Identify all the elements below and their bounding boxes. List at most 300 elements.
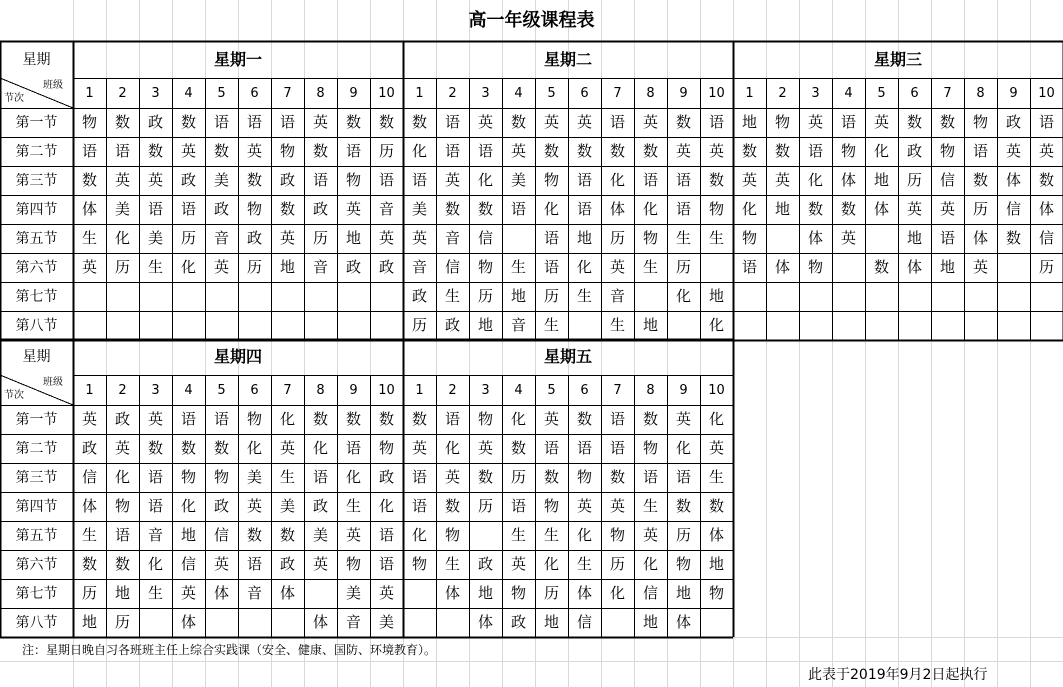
subject-cell [238, 311, 271, 340]
subject-cell: 化 [642, 200, 658, 218]
subject-cell [964, 282, 997, 311]
subject-cell: 语 [510, 497, 526, 515]
subject-cell [370, 311, 403, 340]
subject-cell: 语 [180, 410, 196, 428]
subject-cell: 语 [741, 258, 757, 276]
subject-cell: 英 [147, 410, 163, 428]
subject-cell: 数 [543, 468, 559, 486]
subject-cell [139, 608, 172, 637]
subject-cell [73, 311, 106, 340]
subject-cell: 化 [411, 526, 427, 544]
subject-cell: 历 [609, 555, 625, 573]
subject-cell: 化 [444, 439, 460, 457]
subject-cell: 英 [642, 526, 658, 544]
subject-cell: 数 [114, 113, 130, 131]
subject-cell: 数 [213, 439, 229, 457]
subject-cell: 物 [708, 200, 724, 218]
subject-cell: 语 [675, 200, 691, 218]
subject-cell: 生 [510, 526, 526, 544]
subject-cell: 政 [345, 258, 361, 276]
subject-cell: 数 [609, 468, 625, 486]
subject-cell: 英 [180, 142, 196, 160]
subject-cell: 化 [378, 497, 394, 515]
subject-cell: 数 [1005, 229, 1021, 247]
subject-cell: 物 [675, 555, 691, 573]
subject-cell: 英 [411, 229, 427, 247]
subject-cell: 体 [906, 258, 922, 276]
subject-cell: 英 [675, 142, 691, 160]
subject-cell: 生 [543, 316, 559, 334]
subject-cell [898, 282, 931, 311]
subject-cell: 政 [1005, 113, 1021, 131]
subject-cell: 语 [1038, 113, 1054, 131]
subject-cell [766, 311, 799, 340]
subject-cell: 历 [114, 258, 130, 276]
subject-cell [73, 282, 106, 311]
subject-cell [799, 282, 832, 311]
subject-cell: 英 [576, 113, 592, 131]
subject-cell: 化 [477, 171, 493, 189]
subject-cell: 英 [1038, 142, 1054, 160]
subject-cell: 体 [840, 171, 856, 189]
subject-cell: 语 [312, 171, 328, 189]
subject-cell: 化 [576, 526, 592, 544]
subject-cell: 生 [543, 526, 559, 544]
subject-cell [865, 311, 898, 340]
period-label: 第二节 [15, 143, 58, 160]
subject-cell: 英 [312, 113, 328, 131]
subject-cell: 化 [873, 142, 889, 160]
subject-cell: 体 [81, 200, 97, 218]
subject-cell: 数 [147, 439, 163, 457]
subject-cell: 语 [180, 200, 196, 218]
subject-cell: 英 [114, 171, 130, 189]
subject-cell: 体 [873, 200, 889, 218]
subject-cell: 政 [114, 410, 130, 428]
period-label: 第八节 [15, 317, 58, 334]
subject-cell: 化 [708, 316, 724, 334]
subject-cell [304, 282, 337, 311]
day-header: 星期二 [543, 49, 592, 69]
subject-cell: 英 [411, 439, 427, 457]
subject-cell: 英 [906, 200, 922, 218]
subject-cell: 音 [312, 258, 328, 276]
subject-cell: 地 [741, 113, 757, 131]
class-number: 8 [646, 382, 655, 398]
subject-cell: 生 [345, 497, 361, 515]
subject-cell: 体 [675, 613, 691, 631]
subject-cell: 语 [807, 142, 823, 160]
class-number: 4 [514, 382, 523, 398]
subject-cell: 英 [807, 113, 823, 131]
subject-cell: 物 [510, 584, 526, 602]
subject-cell [337, 282, 370, 311]
diagonal-period-label: 节次 [4, 390, 24, 401]
subject-cell [997, 282, 1030, 311]
subject-cell [1030, 282, 1063, 311]
class-number: 2 [118, 85, 127, 101]
subject-cell: 语 [246, 555, 262, 573]
subject-cell [205, 608, 238, 637]
subject-cell: 历 [675, 526, 691, 544]
subject-cell: 体 [477, 613, 493, 631]
subject-cell: 英 [1005, 142, 1021, 160]
subject-cell [139, 282, 172, 311]
subject-cell: 信 [1005, 200, 1021, 218]
subject-cell: 数 [81, 555, 97, 573]
period-label: 第四节 [15, 498, 58, 515]
subject-cell: 语 [939, 229, 955, 247]
class-number: 10 [1038, 85, 1055, 101]
subject-cell [370, 282, 403, 311]
class-number: 2 [448, 85, 457, 101]
subject-cell: 体 [213, 584, 229, 602]
subject-cell: 地 [477, 316, 493, 334]
class-number: 8 [646, 85, 655, 101]
subject-cell [205, 311, 238, 340]
subject-cell [502, 224, 535, 253]
subject-cell: 数 [708, 497, 724, 515]
subject-cell [271, 311, 304, 340]
period-label: 第一节 [15, 114, 58, 131]
subject-cell [568, 311, 601, 340]
subject-cell: 数 [81, 171, 97, 189]
subject-cell [832, 311, 865, 340]
subject-cell: 生 [510, 258, 526, 276]
subject-cell: 数 [708, 171, 724, 189]
subject-cell: 生 [279, 468, 295, 486]
subject-cell: 英 [213, 555, 229, 573]
subject-cell: 数 [774, 142, 790, 160]
subject-cell: 音 [147, 526, 163, 544]
subject-cell [865, 224, 898, 253]
subject-cell: 政 [147, 113, 163, 131]
subject-cell: 英 [312, 555, 328, 573]
subject-cell: 英 [477, 439, 493, 457]
subject-cell: 数 [279, 200, 295, 218]
subject-cell: 英 [378, 229, 394, 247]
subject-cell: 物 [840, 142, 856, 160]
class-number: 10 [378, 85, 395, 101]
subject-cell [997, 253, 1030, 282]
subject-cell: 生 [147, 258, 163, 276]
subject-cell: 物 [411, 555, 427, 573]
class-number: 6 [250, 85, 259, 101]
subject-cell: 历 [114, 613, 130, 631]
subject-cell: 语 [642, 171, 658, 189]
period-label: 第五节 [15, 230, 58, 247]
subject-cell [172, 282, 205, 311]
class-number: 1 [85, 382, 94, 398]
subject-cell: 体 [444, 584, 460, 602]
day-header: 星期五 [543, 347, 592, 366]
class-number: 10 [708, 382, 725, 398]
period-label: 第三节 [15, 172, 58, 189]
subject-cell: 语 [378, 171, 394, 189]
subject-cell: 历 [675, 258, 691, 276]
subject-cell: 数 [378, 113, 394, 131]
subject-cell: 历 [609, 229, 625, 247]
subject-cell: 美 [312, 526, 328, 544]
subject-cell: 音 [378, 200, 394, 218]
subject-cell: 物 [972, 113, 988, 131]
subject-cell: 英 [279, 229, 295, 247]
subject-cell: 生 [708, 468, 724, 486]
subject-cell: 政 [378, 468, 394, 486]
subject-cell: 数 [477, 468, 493, 486]
subject-cell: 历 [510, 468, 526, 486]
subject-cell: 英 [543, 410, 559, 428]
footnote: 注：星期日晚自习各班班主任上综合实践课（安全、健康、国防、环境教育）。 [22, 642, 437, 657]
subject-cell: 生 [675, 229, 691, 247]
class-number: 6 [910, 85, 919, 101]
subject-cell: 历 [81, 584, 97, 602]
subject-cell: 化 [114, 229, 130, 247]
subject-cell: 历 [180, 229, 196, 247]
subject-cell: 化 [675, 287, 691, 305]
subject-cell: 物 [642, 439, 658, 457]
subject-cell: 英 [81, 410, 97, 428]
corner-label: 星期 [22, 349, 51, 365]
diagonal-period-label: 节次 [4, 93, 24, 104]
subject-cell: 音 [444, 229, 460, 247]
subject-cell: 音 [345, 613, 361, 631]
subject-cell: 化 [114, 468, 130, 486]
subject-cell: 语 [411, 468, 427, 486]
subject-cell [172, 311, 205, 340]
subject-cell [964, 311, 997, 340]
subject-cell: 语 [576, 171, 592, 189]
subject-cell: 数 [807, 200, 823, 218]
subject-cell: 美 [279, 497, 295, 515]
subject-cell: 数 [444, 200, 460, 218]
subject-cell: 美 [378, 613, 394, 631]
subject-cell: 历 [477, 287, 493, 305]
day-header: 星期一 [213, 49, 262, 69]
subject-cell [832, 253, 865, 282]
subject-cell: 政 [510, 613, 526, 631]
subject-cell: 英 [609, 258, 625, 276]
subject-cell: 语 [213, 113, 229, 131]
subject-cell: 英 [81, 258, 97, 276]
subject-cell [898, 311, 931, 340]
period-label: 第一节 [15, 411, 58, 428]
subject-cell: 体 [708, 526, 724, 544]
subject-cell: 语 [345, 142, 361, 160]
subject-cell: 数 [972, 171, 988, 189]
subject-cell [469, 521, 502, 550]
subject-cell: 数 [543, 142, 559, 160]
subject-cell: 地 [675, 584, 691, 602]
subject-cell: 物 [114, 497, 130, 515]
subject-cell: 英 [708, 142, 724, 160]
subject-cell: 语 [378, 526, 394, 544]
subject-cell [634, 282, 667, 311]
subject-cell: 语 [147, 497, 163, 515]
subject-cell: 语 [708, 113, 724, 131]
subject-cell: 数 [147, 142, 163, 160]
subject-cell: 英 [510, 142, 526, 160]
subject-cell [799, 311, 832, 340]
subject-cell: 化 [411, 142, 427, 160]
subject-cell: 化 [147, 555, 163, 573]
subject-cell [1030, 311, 1063, 340]
subject-cell: 英 [246, 142, 262, 160]
class-number: 5 [217, 382, 226, 398]
subject-cell: 历 [543, 287, 559, 305]
subject-cell [403, 579, 436, 608]
subject-cell: 数 [642, 142, 658, 160]
subject-cell: 数 [642, 410, 658, 428]
class-number: 5 [217, 85, 226, 101]
subject-cell: 地 [345, 229, 361, 247]
subject-cell: 语 [114, 526, 130, 544]
subject-cell: 历 [378, 142, 394, 160]
subject-cell [733, 311, 766, 340]
subject-cell [139, 311, 172, 340]
subject-cell: 英 [708, 439, 724, 457]
class-number: 5 [547, 382, 556, 398]
page-title: 高一年级课程表 [468, 9, 595, 31]
day-header: 星期三 [873, 49, 922, 69]
class-number: 3 [481, 85, 490, 101]
period-label: 第六节 [15, 259, 58, 276]
subject-cell: 美 [345, 584, 361, 602]
subject-cell: 数 [477, 200, 493, 218]
subject-cell: 化 [609, 171, 625, 189]
class-number: 2 [778, 85, 787, 101]
subject-cell: 信 [81, 468, 97, 486]
subject-cell [931, 311, 964, 340]
subject-cell: 英 [774, 171, 790, 189]
subject-cell: 英 [345, 526, 361, 544]
subject-cell: 物 [378, 439, 394, 457]
subject-cell: 数 [345, 113, 361, 131]
subject-cell: 历 [972, 200, 988, 218]
subject-cell: 数 [180, 439, 196, 457]
subject-cell [238, 282, 271, 311]
subject-cell: 政 [312, 497, 328, 515]
subject-cell: 英 [444, 171, 460, 189]
subject-cell: 物 [774, 113, 790, 131]
subject-cell: 物 [180, 468, 196, 486]
subject-cell: 物 [807, 258, 823, 276]
class-number: 1 [85, 85, 94, 101]
subject-cell: 语 [114, 142, 130, 160]
subject-cell: 数 [675, 113, 691, 131]
subject-cell: 美 [147, 229, 163, 247]
subject-cell: 信 [213, 526, 229, 544]
subject-cell: 英 [609, 497, 625, 515]
subject-cell: 物 [444, 526, 460, 544]
subject-cell: 物 [81, 113, 97, 131]
class-number: 1 [415, 382, 424, 398]
class-number: 3 [481, 382, 490, 398]
subject-cell: 英 [510, 555, 526, 573]
period-label: 第四节 [15, 201, 58, 218]
subject-cell: 政 [81, 439, 97, 457]
subject-cell: 数 [411, 410, 427, 428]
class-number: 1 [745, 85, 754, 101]
subject-cell [304, 579, 337, 608]
subject-cell: 地 [774, 200, 790, 218]
subject-cell: 历 [1038, 258, 1054, 276]
subject-cell [106, 311, 139, 340]
subject-cell: 化 [180, 258, 196, 276]
class-number: 6 [250, 382, 259, 398]
subject-cell: 数 [444, 497, 460, 515]
subject-cell: 物 [246, 410, 262, 428]
subject-cell: 地 [279, 258, 295, 276]
subject-cell: 政 [378, 258, 394, 276]
subject-cell: 语 [279, 113, 295, 131]
subject-cell: 英 [873, 113, 889, 131]
class-number: 9 [679, 382, 688, 398]
class-number: 10 [378, 382, 395, 398]
period-label: 第七节 [15, 288, 58, 305]
subject-cell: 物 [708, 584, 724, 602]
subject-cell: 生 [444, 287, 460, 305]
subject-cell: 数 [510, 113, 526, 131]
subject-cell: 英 [543, 113, 559, 131]
subject-cell: 数 [312, 142, 328, 160]
subject-cell: 音 [213, 229, 229, 247]
subject-cell: 英 [246, 497, 262, 515]
subject-cell: 生 [147, 584, 163, 602]
subject-cell: 数 [609, 142, 625, 160]
subject-cell: 数 [279, 526, 295, 544]
class-number: 10 [708, 85, 725, 101]
subject-cell: 语 [675, 468, 691, 486]
subject-cell: 历 [411, 316, 427, 334]
subject-cell: 物 [477, 410, 493, 428]
period-label: 第七节 [15, 585, 58, 602]
subject-cell: 政 [246, 229, 262, 247]
subject-cell: 英 [642, 113, 658, 131]
subject-cell: 地 [708, 287, 724, 305]
subject-cell: 英 [675, 410, 691, 428]
subject-cell: 地 [873, 171, 889, 189]
period-label: 第八节 [15, 614, 58, 631]
subject-cell: 地 [180, 526, 196, 544]
subject-cell: 物 [576, 468, 592, 486]
subject-cell: 生 [708, 229, 724, 247]
subject-cell [997, 311, 1030, 340]
subject-cell: 生 [81, 229, 97, 247]
subject-cell: 化 [246, 439, 262, 457]
subject-cell: 化 [807, 171, 823, 189]
subject-cell: 化 [642, 555, 658, 573]
subject-cell: 体 [609, 200, 625, 218]
subject-cell: 音 [609, 287, 625, 305]
subject-cell: 地 [510, 287, 526, 305]
subject-cell: 数 [312, 410, 328, 428]
class-number: 3 [151, 382, 160, 398]
subject-cell: 信 [642, 584, 658, 602]
subject-cell: 政 [213, 200, 229, 218]
subject-cell: 物 [543, 171, 559, 189]
subject-cell: 音 [411, 258, 427, 276]
subject-cell: 化 [543, 555, 559, 573]
subject-cell: 语 [246, 113, 262, 131]
subject-cell: 信 [939, 171, 955, 189]
subject-cell: 体 [1005, 171, 1021, 189]
subject-cell: 体 [774, 258, 790, 276]
subject-cell: 体 [576, 584, 592, 602]
subject-cell: 化 [576, 258, 592, 276]
class-number: 4 [844, 85, 853, 101]
subject-cell: 语 [345, 439, 361, 457]
